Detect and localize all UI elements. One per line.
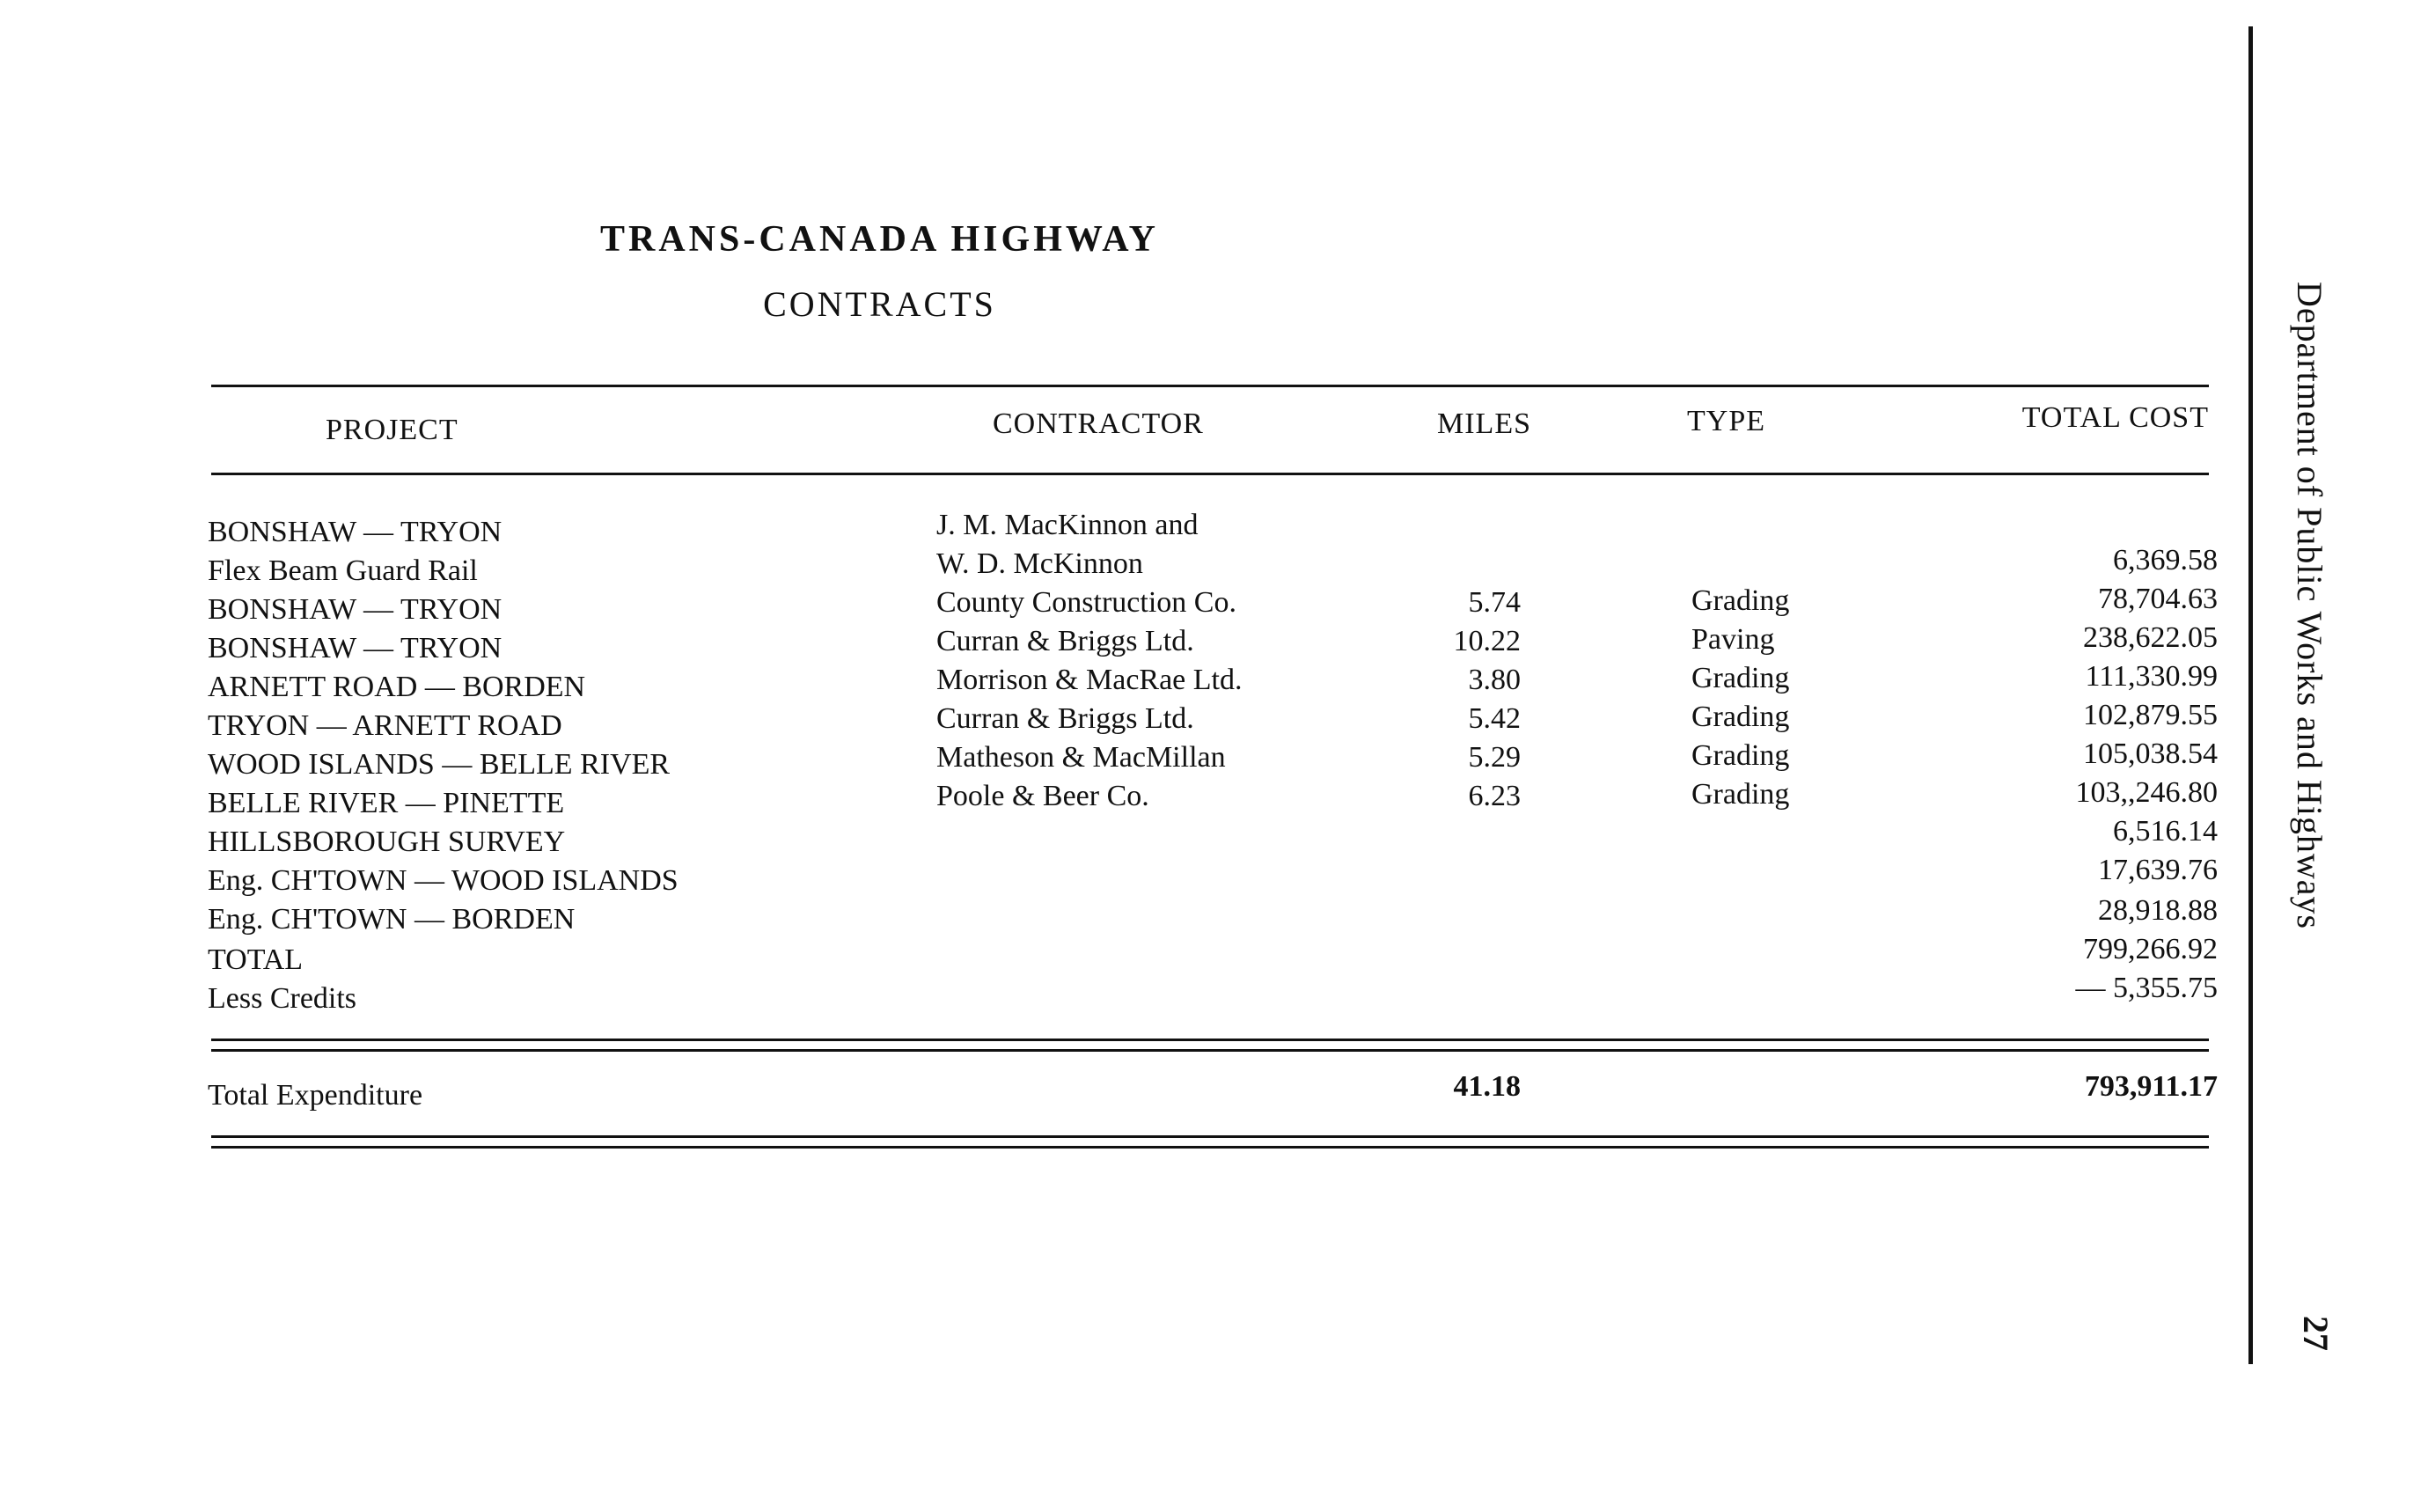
type-cell: Grading: [1691, 662, 1790, 694]
total-bottom-rule: [211, 1135, 2209, 1138]
project-cell: Eng. CH'TOWN — WOOD ISLANDS: [208, 864, 679, 897]
page-number: 27: [2296, 1316, 2336, 1351]
cost-cell: 111,330.99: [2085, 660, 2218, 693]
header-top-rule: [211, 385, 2209, 387]
project-cell: BONSHAW — TRYON: [208, 516, 502, 548]
project-cell: TRYON — ARNETT ROAD: [208, 709, 562, 742]
cost-cell: 102,879.55: [2083, 699, 2218, 731]
table-subtitle: CONTRACTS: [763, 284, 996, 324]
miles-cell: 5.74: [1468, 586, 1521, 619]
department-side-title: Department of Public Works and Highways: [2290, 282, 2329, 930]
contractor-cell: W. D. McKinnon: [936, 547, 1143, 580]
header-project: PROJECT: [326, 414, 458, 446]
header-contractor: CONTRACTOR: [993, 407, 1204, 440]
header-type: TYPE: [1687, 405, 1765, 437]
contractor-cell: Matheson & MacMillan: [936, 741, 1226, 774]
total-expenditure-label: Total Expenditure: [208, 1079, 423, 1112]
type-cell: Grading: [1691, 584, 1790, 617]
project-cell: Flex Beam Guard Rail: [208, 554, 478, 587]
cost-cell: — 5,355.75: [2075, 972, 2218, 1004]
total-bottom-rule-2: [211, 1146, 2209, 1149]
cost-cell: 6,369.58: [2113, 544, 2218, 576]
cost-cell: 799,266.92: [2083, 933, 2218, 965]
project-cell: BONSHAW — TRYON: [208, 632, 502, 664]
cost-cell: 103,,246.80: [2075, 776, 2218, 809]
project-cell: Less Credits: [208, 982, 357, 1015]
cost-cell: 17,639.76: [2098, 854, 2218, 886]
type-cell: Grading: [1691, 739, 1790, 772]
contractor-cell: County Construction Co.: [936, 586, 1236, 619]
miles-cell: 5.42: [1468, 702, 1521, 735]
contractor-cell: Poole & Beer Co.: [936, 780, 1149, 812]
cost-cell: 105,038.54: [2083, 738, 2218, 770]
contractor-cell: Curran & Briggs Ltd.: [936, 702, 1194, 735]
total-top-rule: [211, 1039, 2209, 1041]
project-cell: BELLE RIVER — PINETTE: [208, 787, 565, 819]
header-miles: MILES: [1437, 407, 1531, 440]
contractor-cell: Morrison & MacRae Ltd.: [936, 664, 1243, 696]
contractor-cell: J. M. MacKinnon and: [936, 509, 1199, 541]
miles-cell: 3.80: [1468, 664, 1521, 696]
cost-cell: 78,704.63: [2098, 583, 2218, 615]
miles-cell: 5.29: [1468, 741, 1521, 774]
header-bottom-rule: [211, 473, 2209, 475]
miles-cell: 6.23: [1468, 780, 1521, 812]
header-total-cost: TOTAL COST: [2021, 401, 2209, 434]
project-cell: TOTAL: [208, 943, 304, 976]
cost-cell: 28,918.88: [2098, 894, 2218, 927]
type-cell: Paving: [1691, 623, 1775, 656]
project-cell: ARNETT ROAD — BORDEN: [208, 671, 586, 703]
project-cell: WOOD ISLANDS — BELLE RIVER: [208, 748, 671, 781]
table-title: TRANS-CANADA HIGHWAY: [599, 219, 1160, 260]
cost-cell: 238,622.05: [2083, 621, 2218, 654]
type-cell: Grading: [1691, 778, 1790, 811]
total-miles: 41.18: [1453, 1070, 1521, 1103]
contractor-cell: Curran & Briggs Ltd.: [936, 625, 1194, 657]
miles-cell: 10.22: [1453, 625, 1521, 657]
project-cell: HILLSBOROUGH SURVEY: [208, 826, 566, 858]
total-top-rule-2: [211, 1049, 2209, 1052]
project-cell: Eng. CH'TOWN — BORDEN: [208, 903, 576, 936]
total-expenditure-cost: 793,911.17: [2084, 1070, 2218, 1103]
project-cell: BONSHAW — TRYON: [208, 593, 502, 626]
margin-vertical-rule: [2248, 26, 2253, 1364]
type-cell: Grading: [1691, 701, 1790, 733]
cost-cell: 6,516.14: [2113, 815, 2218, 848]
